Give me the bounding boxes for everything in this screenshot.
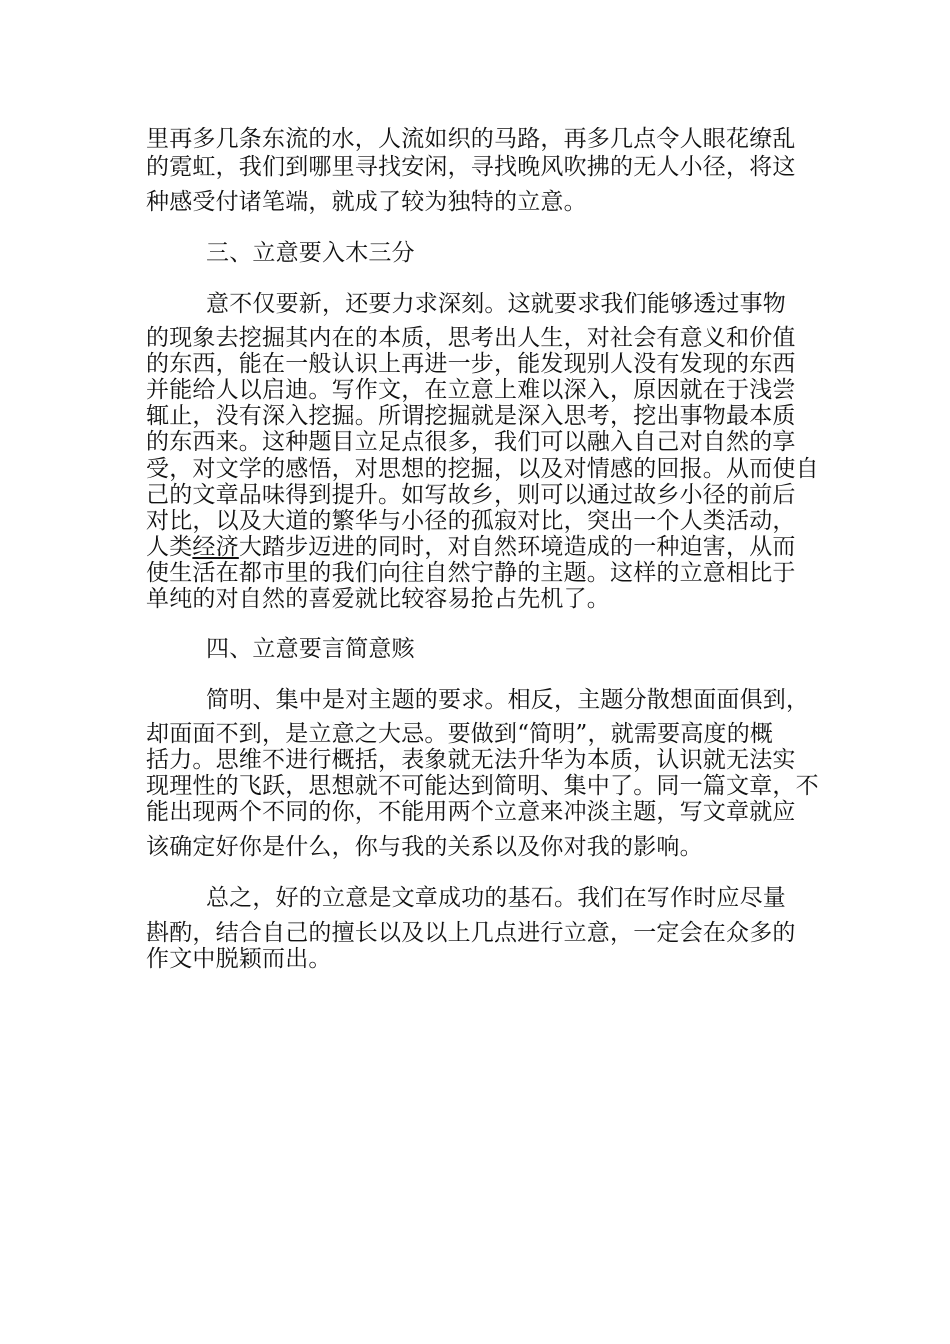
text-line: 种感受付诸笔端，就成了较为独特的立意。 [146,189,587,215]
section-heading-4: 四、立意要言简意赅 [206,636,415,662]
text-fragment: 大踏步迈进的同时，对自然环境造成的一种迫害，从而 [238,534,796,560]
text-line: 辄止，没有深入挖掘。所谓挖掘就是深入思考，挖出事物最本质 [146,403,796,429]
text-line: 里再多几条东流的水，人流如织的马路，再多几点令人眼花缭乱 [146,126,796,152]
text-fragment: 人类 [146,534,193,560]
section-heading-3: 三、立意要入木三分 [206,240,415,266]
text-line: 作文中脱颖而出。 [146,946,332,972]
text-line: 斟酌，结合自己的擅长以及以上几点进行立意，一定会在众多的 [146,920,796,946]
text-line: 并能给人以启迪。写作文，在立意上难以深入，原因就在于浅尝 [146,377,796,403]
text-line: 括力。思维不进行概括，表象就无法升华为本质，认识就无法实 [146,747,796,773]
text-line: 简明、集中是对主题的要求。相反，主题分散想面面俱到， [206,687,810,713]
text-line: 的东西，能在一般认识上再进一步，能发现别人没有发现的东西 [146,351,796,377]
text-line: 意不仅要新，还要力求深刻。这就要求我们能够透过事物 [206,291,786,317]
text-line: 能出现两个不同的你，不能用两个立意来冲淡主题，写文章就应 [146,799,796,825]
text-line: 己的文章品味得到提升。如写故乡，则可以通过故乡小径的前后 [146,482,796,508]
text-line: 使生活在都市里的我们向往自然宁静的主题。这样的立意相比于 [146,560,796,586]
text-line: 现理性的飞跃，思想就不可能达到简明、集中了。同一篇文章，不 [146,773,819,799]
text-line: 却面面不到，是立意之大忌。要做到“简明”，就需要高度的概 [146,721,774,747]
text-line: 该确定好你是什么，你与我的关系以及你对我的影响。 [146,834,703,860]
text-line: 单纯的对自然的喜爱就比较容易抢占先机了。 [146,586,610,612]
text-line [146,533,796,561]
text-line: 的东西来。这种题目立足点很多，我们可以融入自己对自然的享 [146,429,796,455]
economy-link[interactable]: 经济 [192,534,239,560]
text-line: 受，对文学的感悟，对思想的挖掘，以及对情感的回报。从而使自 [146,456,819,482]
text-line: 对比，以及大道的繁华与小径的孤寂对比，突出一个人类活动， [146,508,796,534]
text-line: 总之，好的立意是文章成功的基石。我们在写作时应尽量 [206,885,786,911]
text-line: 的霓虹，我们到哪里寻找安闲，寻找晚风吹拂的无人小径，将这 [146,154,796,180]
text-line: 的现象去挖掘其内在的本质，思考出人生，对社会有意义和价值 [146,325,796,351]
